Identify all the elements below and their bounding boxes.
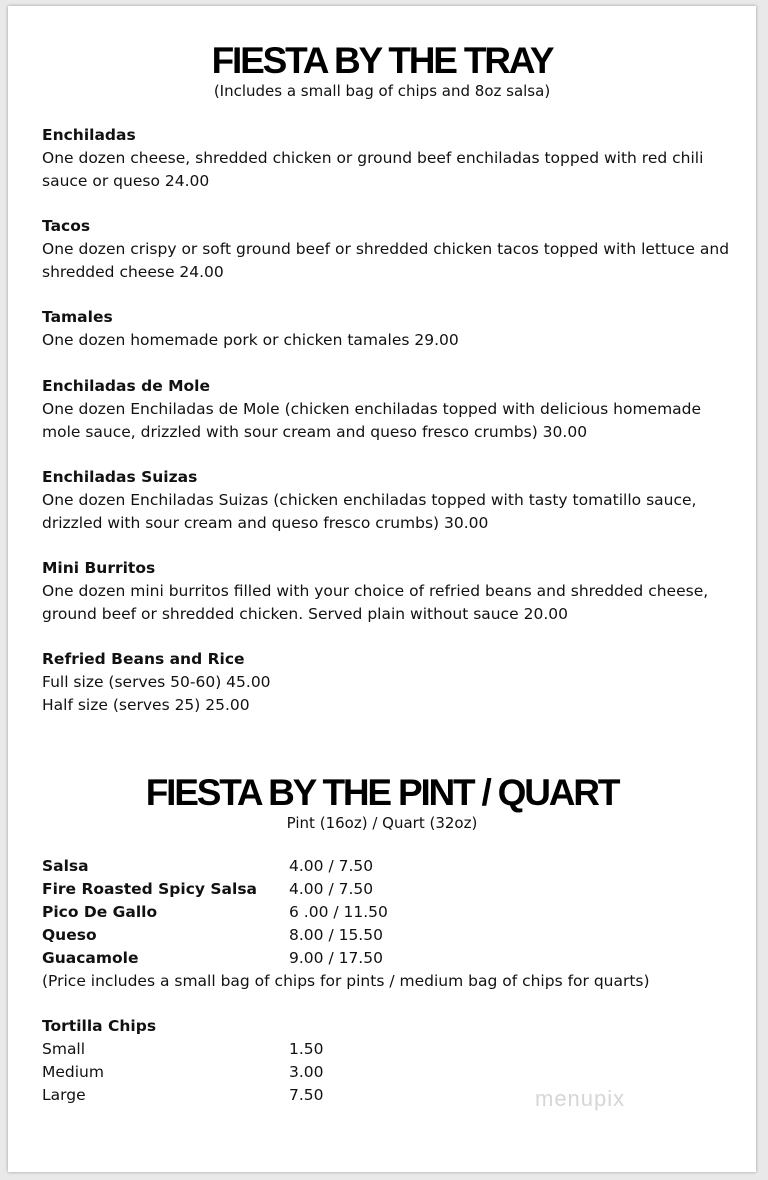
item-name: Enchiladas de Mole xyxy=(42,377,211,395)
pint-section-title: FIESTA BY THE PINT / QUART xyxy=(145,772,619,813)
item-name: Tacos xyxy=(42,217,91,235)
item-description: One dozen Enchiladas Suizas (chicken enchiladas topped with tasty tomatillo sauce, drizzled with sour cream and queso fresco crumbs) 30.00 xyxy=(42,491,697,532)
item-name: Mini Burritos xyxy=(42,559,156,577)
menu-item-enchiladas-de-mole xyxy=(42,375,732,444)
chips-included-note: (Price includes a small bag of chips for pints / medium bag of chips for quarts) xyxy=(42,972,650,990)
item-price: 9.00 / 17.50 xyxy=(289,949,383,967)
item-description: One dozen Enchiladas de Mole (chicken enchiladas topped with delicious homemade mole sauce, drizzled with sour cream and queso fresco crumbs) 30.00 xyxy=(42,400,702,441)
menu-page xyxy=(8,6,756,1172)
item-size-full: Full size (serves 50-60) 45.00 xyxy=(42,673,271,691)
menu-item-tamales xyxy=(42,306,732,352)
item-price: 7.50 xyxy=(289,1086,324,1104)
item-name: Tamales xyxy=(42,308,113,326)
menu-item-refried-beans-and-rice xyxy=(42,648,732,717)
item-description: One dozen homemade pork or chicken tamales 29.00 xyxy=(42,331,459,349)
item-name: Refried Beans and Rice xyxy=(42,650,245,668)
item-description: One dozen crispy or soft ground beef or shredded chicken tacos topped with lettuce and shredded cheese 24.00 xyxy=(42,240,730,281)
item-name: Salsa xyxy=(42,857,89,875)
item-price: 4.00 / 7.50 xyxy=(289,857,374,875)
item-name: Enchiladas xyxy=(42,126,136,144)
tray-section-subtitle: (Includes a small bag of chips and 8oz salsa) xyxy=(213,82,551,100)
menupix-watermark: menupix xyxy=(535,1086,626,1111)
item-price: 6 .00 / 11.50 xyxy=(289,903,388,921)
menu-item-enchiladas-suizas xyxy=(42,466,732,535)
item-description: One dozen mini burritos filled with your choice of refried beans and shredded cheese, ground beef or shredded chicken. Served plain without sauce 20.00 xyxy=(42,582,709,623)
item-name: Guacamole xyxy=(42,949,139,967)
item-name: Enchiladas Suizas xyxy=(42,468,198,486)
tray-section-title: FIESTA BY THE TRAY xyxy=(211,40,553,81)
item-description: One dozen cheese, shredded chicken or ground beef enchiladas topped with red chili sauce or queso 24.00 xyxy=(42,149,704,190)
menu-item-tacos xyxy=(42,215,732,284)
menu-item-enchiladas xyxy=(42,124,732,193)
item-name: Medium xyxy=(42,1063,104,1081)
item-price: 3.00 xyxy=(289,1063,324,1081)
tortilla-chips-title: Tortilla Chips xyxy=(42,1017,157,1035)
item-name: Queso xyxy=(42,926,97,944)
item-name: Fire Roasted Spicy Salsa xyxy=(42,880,258,898)
item-price: 4.00 / 7.50 xyxy=(289,880,374,898)
item-name: Large xyxy=(42,1086,86,1104)
item-name: Small xyxy=(42,1040,86,1058)
item-price: 1.50 xyxy=(289,1040,324,1058)
item-name: Pico De Gallo xyxy=(42,903,158,921)
item-size-half: Half size (serves 25) 25.00 xyxy=(42,696,250,714)
menu-item-mini-burritos xyxy=(42,557,732,626)
item-price: 8.00 / 15.50 xyxy=(289,926,383,944)
pint-section-subtitle: Pint (16oz) / Quart (32oz) xyxy=(286,814,478,832)
